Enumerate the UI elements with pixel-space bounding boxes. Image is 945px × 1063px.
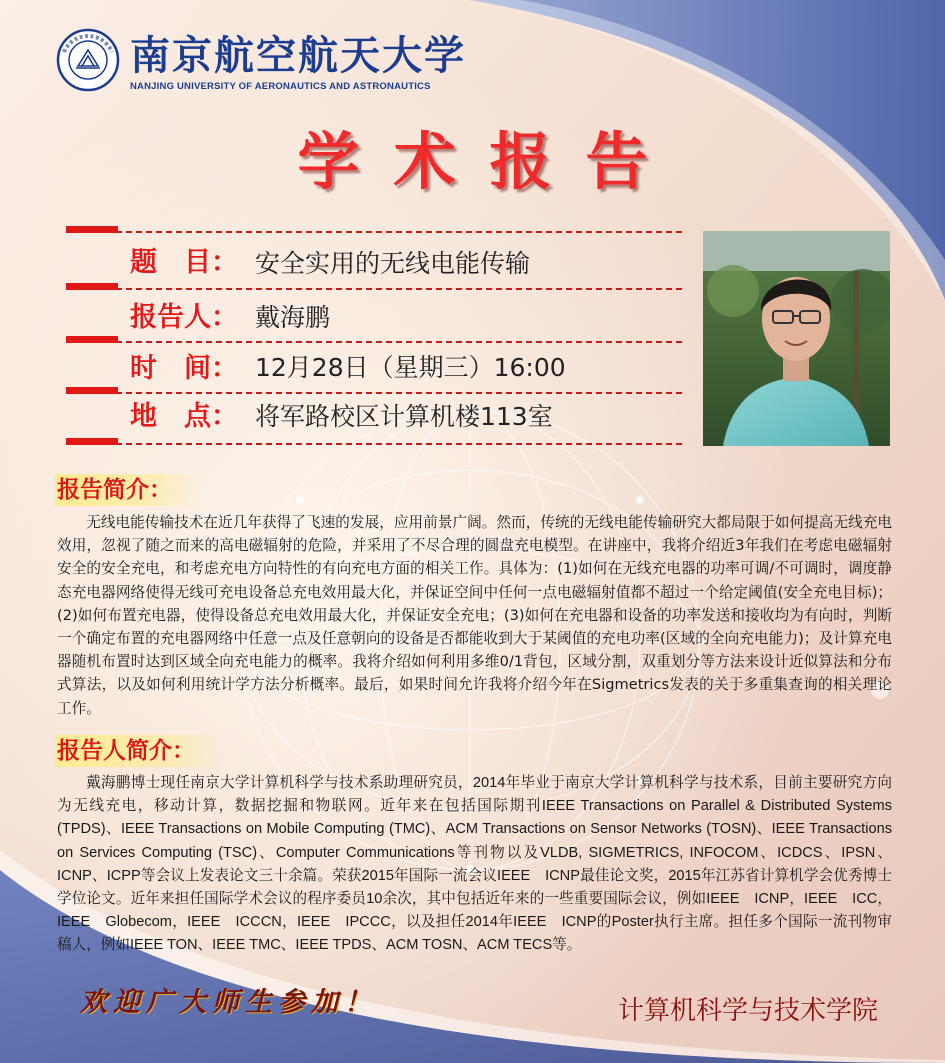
divider	[66, 341, 682, 343]
divider	[66, 392, 682, 394]
college-name: 计算机科学与技术学院	[618, 996, 879, 1026]
time-label: 时 间：	[130, 353, 238, 384]
red-bar	[66, 336, 118, 343]
red-bar	[66, 387, 118, 394]
time-value: 12月28日（星期三）16:00	[255, 353, 566, 382]
topic-label: 题 目：	[130, 247, 238, 278]
welcome-text: 欢迎广大师生参加！	[80, 987, 377, 1018]
university-name-en: NANJING UNIVERSITY OF AERONAUTICS AND ASTRONAUTICS	[130, 81, 431, 92]
red-bar	[66, 283, 118, 290]
university-seal-logo	[56, 28, 120, 92]
speaker-label: 报告人：	[130, 302, 238, 333]
red-bar	[66, 438, 118, 445]
divider	[66, 443, 682, 445]
abstract-heading: 报告简介：	[55, 474, 202, 506]
speaker-photo	[703, 231, 890, 446]
divider	[66, 288, 682, 290]
topic-value: 安全实用的无线电能传输	[255, 249, 531, 278]
red-bar	[66, 226, 118, 233]
abstract-text: 无线电能传输技术在近几年获得了飞速的发展，应用前景广阔。然而，传统的无线电能传输研究大都局限于如何提高无线充电效用，忽视了随之而来的高电磁辐射的危险，并采用了不尽合理的圆盘充电模型。在讲座中，我将介绍近3年我们在考虑电磁辐射安全的安全充电，和考虑充电方向特性的有向充电方面的相关工作。具体为：(1)如何在无线充电器的功率可调/不可调时，调度静态充电器网络使得无线可充电设备总充电效用最大化，并保证空间中任何一点电磁辐射值都不超过一个给定阈值(安全充电目标)；(2)如何布置充电器，使得设备总充电效用最大化，并保证安全充电；(3)如何在充电器和设备的功率发送和接收均为有向时，判断一个确定布置的充电器网络中任意一点及任意朝向的设备是否都能收到大于某阈值的充电功率(区域的全向充电能力)；及计算充电器随机布置时达到区域全向充电能力的概率。我将介绍如何利用多维0/1背包，区域分割，双重划分等方法来设计近似算法和分布式算法，以及如何利用统计学方法分析概率。最后，如果时间允许我将介绍今年在Sigmetrics发表的关于多重集查询的相关理论工作。	[57, 514, 892, 717]
place-value: 将军路校区计算机楼113室	[255, 402, 553, 431]
bio-text: 戴海鹏博士现任南京大学计算机科学与技术系助理研究员，2014年毕业于南京大学计算机科学与技术系，目前主要研究方向为无线充电，移动计算，数据挖掘和物联网。近年来在包括国际期刊IEEE Transactions on Parallel & Distributed Systems (TPDS)、IEEE Transactions on Mobile Computing (TMC)、ACM Transactions on Sensor Networks (TOSN)、IEEE Transactions on Services Computing (TSC)、Computer Communications等刊物以及VLDB, SIGMETRICS, INFOCOM、ICDCS、IPSN、ICNP、ICPP等会议上发表论文三十余篇。荣获2015年国际一流会议IEEE ICNP最佳论文奖，2015年江苏省计算机学会优秀博士学位论文。近年来担任国际学术会议的程序委员10余次，其中包括近年来的一些重要国际会议，例如IEEE ICNP，IEEE ICC，IEEE Globecom，IEEE ICCCN，IEEE IPCCC，以及担任2014年IEEE ICNP的Poster执行主席。担任多个国际一流刊物审稿人，例如IEEE TON、IEEE TMC、IEEE TPDS、ACM TOSN、ACM TECS等。	[57, 775, 892, 954]
place-label: 地 点：	[130, 401, 238, 432]
poster-title: 学术报告	[297, 125, 682, 198]
divider	[66, 231, 682, 233]
university-name-cn: 南京航空航天大学	[130, 32, 466, 79]
bio-heading: 报告人简介：	[55, 735, 225, 767]
speaker-value: 戴海鹏	[255, 303, 331, 332]
